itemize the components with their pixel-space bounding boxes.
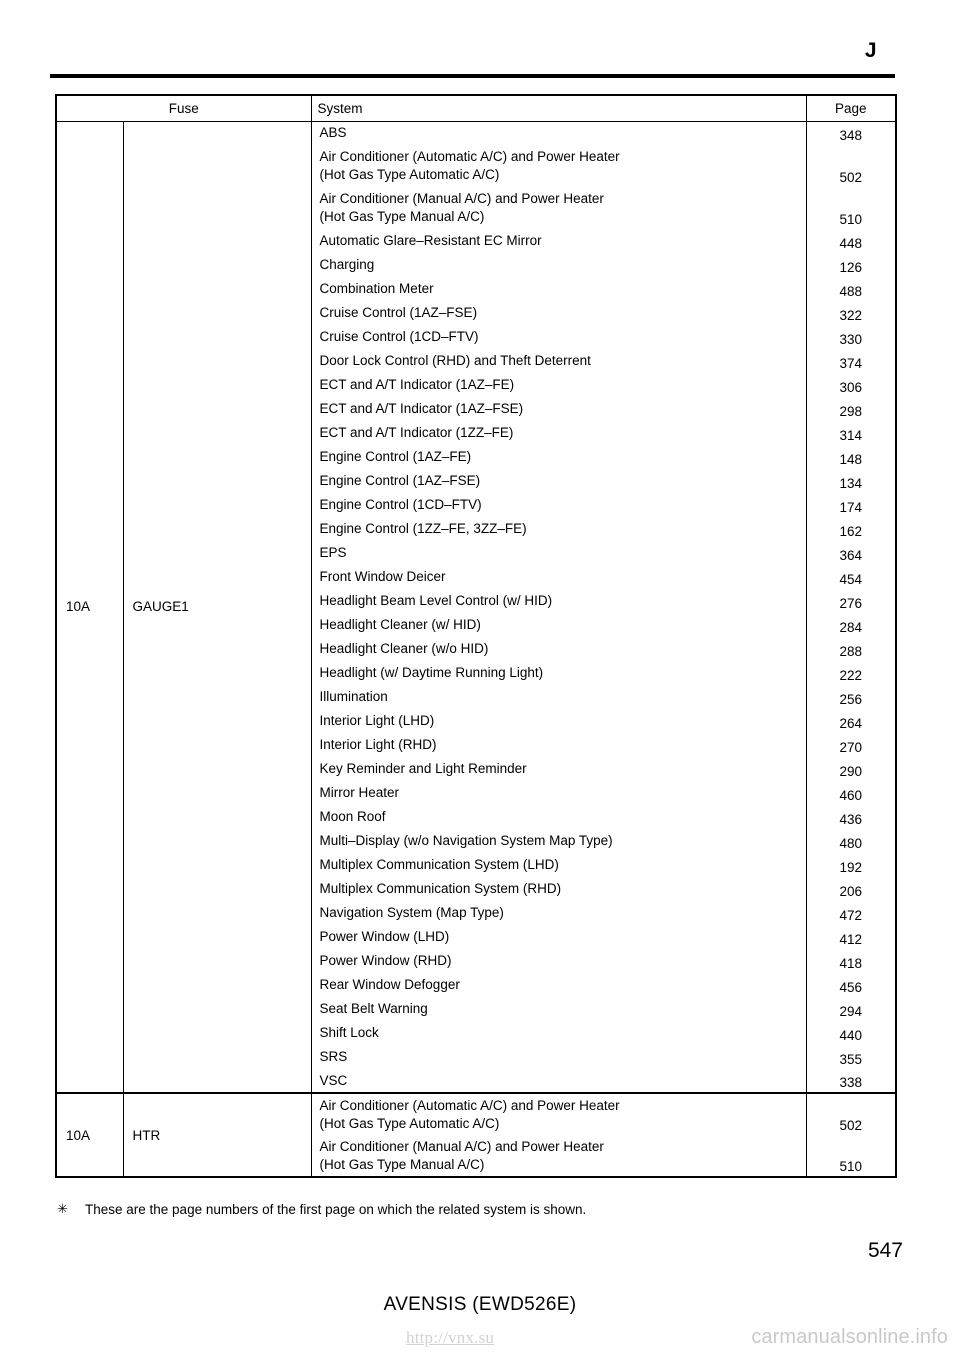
system-name-line-1: Interior Light (RHD) <box>319 737 437 753</box>
system-name-cell <box>311 1045 806 1069</box>
page-reference: 256 <box>806 685 896 709</box>
page-reference: 322 <box>806 301 896 325</box>
system-name-cell <box>311 325 806 349</box>
system-name-cell <box>311 1069 806 1093</box>
footnote-asterisk-icon: ✳ <box>57 1201 68 1216</box>
system-name-line-1: SRS <box>319 1049 348 1065</box>
system-name-line-1: Navigation System (Map Type) <box>319 905 504 921</box>
page-reference: 284 <box>806 613 896 637</box>
system-name-line-1: VSC <box>319 1072 348 1088</box>
page-reference: 276 <box>806 589 896 613</box>
system-name-line-1: Front Window Deicer <box>319 569 446 585</box>
system-name-line-2: (Hot Gas Type Automatic A/C) <box>319 167 500 182</box>
system-name-cell <box>311 925 806 949</box>
system-name-line-1: Multiplex Communication System (RHD) <box>319 881 562 897</box>
page-reference: 294 <box>806 997 896 1021</box>
system-name-cell <box>311 637 806 661</box>
system-name-cell <box>311 1093 806 1135</box>
system-name-cell <box>311 397 806 421</box>
system-name-cell <box>311 565 806 589</box>
column-header-system: System <box>311 95 806 121</box>
system-name-cell <box>311 493 806 517</box>
page-reference: 306 <box>806 373 896 397</box>
page-reference: 436 <box>806 805 896 829</box>
system-name-cell <box>311 877 806 901</box>
page-reference: 456 <box>806 973 896 997</box>
page-reference: 270 <box>806 733 896 757</box>
system-name-line-1: Mirror Heater <box>319 785 400 801</box>
page-reference: 174 <box>806 493 896 517</box>
system-name-line-2: (Hot Gas Type Automatic A/C) <box>319 1115 500 1131</box>
system-name-line-2: (Hot Gas Type Manual A/C) <box>319 209 485 224</box>
system-name-cell <box>311 805 806 829</box>
system-name-line-1: Automatic Glare–Resistant EC Mirror <box>319 233 542 249</box>
system-name-line-1: Door Lock Control (RHD) and Theft Deterrent <box>319 353 591 369</box>
fuse-amp-rating: 10A <box>56 121 123 1093</box>
footnote <box>57 1201 857 1219</box>
fuse-table-container <box>55 94 895 1178</box>
system-name-cell <box>311 349 806 373</box>
system-name-line-1: Engine Control (1ZZ–FE, 3ZZ–FE) <box>319 521 527 537</box>
system-name-cell <box>311 277 806 301</box>
system-name-line-1: Air Conditioner (Automatic A/C) and Power Heater <box>319 1097 620 1113</box>
system-name-cell <box>311 121 806 145</box>
system-name-line-1: Charging <box>319 257 375 273</box>
system-name-cell <box>311 229 806 253</box>
system-name-line-1: Air Conditioner (Manual A/C) and Power Heater <box>319 1138 604 1154</box>
page-reference: 314 <box>806 421 896 445</box>
page-reference: 338 <box>806 1069 896 1093</box>
system-name-cell <box>311 973 806 997</box>
system-name-cell <box>311 1135 806 1177</box>
system-name-line-1: Seat Belt Warning <box>319 1001 428 1017</box>
system-name-line-1: Cruise Control (1CD–FTV) <box>319 329 479 345</box>
fuse-system-table <box>55 94 897 1178</box>
table-row <box>56 121 896 145</box>
system-name-cell <box>311 373 806 397</box>
page-reference: 348 <box>806 121 896 145</box>
system-name-cell <box>311 997 806 1021</box>
system-name-cell <box>311 853 806 877</box>
page-reference: 290 <box>806 757 896 781</box>
system-name-cell <box>311 301 806 325</box>
system-name-line-1: ECT and A/T Indicator (1ZZ–FE) <box>319 425 514 441</box>
page-reference: 162 <box>806 517 896 541</box>
page-reference: 298 <box>806 397 896 421</box>
system-name-line-1: ABS <box>319 125 347 141</box>
system-name-line-1: EPS <box>319 545 347 561</box>
page-reference: 510 <box>806 187 896 229</box>
page-reference: 148 <box>806 445 896 469</box>
footnote-text: These are the page numbers of the first page on which the related system is shown. <box>85 1202 587 1217</box>
system-name-line-1: Power Window (LHD) <box>319 929 450 945</box>
system-name-cell <box>311 145 806 187</box>
system-name-cell <box>311 613 806 637</box>
page-reference: 374 <box>806 349 896 373</box>
page-reference: 454 <box>806 565 896 589</box>
system-name-cell <box>311 709 806 733</box>
page-number: 547 <box>867 1239 903 1262</box>
system-name-line-1: Headlight (w/ Daytime Running Light) <box>319 665 544 681</box>
watermark-vnx: http://vnx.su <box>406 1328 495 1347</box>
page-reference: 330 <box>806 325 896 349</box>
page-reference: 510 <box>806 1135 896 1177</box>
system-name-line-1: Combination Meter <box>319 281 434 297</box>
page-reference: 134 <box>806 469 896 493</box>
page-reference: 502 <box>806 1093 896 1135</box>
system-name-line-1: ECT and A/T Indicator (1AZ–FE) <box>319 377 515 393</box>
system-name-cell <box>311 469 806 493</box>
system-name-cell <box>311 829 806 853</box>
system-name-line-1: Power Window (RHD) <box>319 953 452 969</box>
system-name-cell <box>311 421 806 445</box>
system-name-cell <box>311 445 806 469</box>
page-reference: 206 <box>806 877 896 901</box>
system-name-cell <box>311 661 806 685</box>
header-rule <box>50 74 895 78</box>
page-reference: 460 <box>806 781 896 805</box>
page-reference: 222 <box>806 661 896 685</box>
system-name-line-1: Illumination <box>319 689 388 705</box>
system-name-line-2: (Hot Gas Type Manual A/C) <box>319 1156 485 1172</box>
page-reference: 480 <box>806 829 896 853</box>
watermark-carmanualsonline: carmanualsonline.info <box>751 1326 948 1348</box>
system-name-line-1: Rear Window Defogger <box>319 977 460 993</box>
system-name-cell <box>311 187 806 229</box>
system-name-line-1: Headlight Beam Level Control (w/ HID) <box>319 593 553 609</box>
system-name-line-1: Headlight Cleaner (w/o HID) <box>319 641 489 657</box>
system-name-cell <box>311 757 806 781</box>
system-name-cell <box>311 517 806 541</box>
system-name-cell <box>311 1021 806 1045</box>
system-name-line-1: Engine Control (1AZ–FE) <box>319 449 472 465</box>
fuse-amp-rating: 10A <box>56 1093 123 1177</box>
page-reference: 288 <box>806 637 896 661</box>
page-reference: 488 <box>806 277 896 301</box>
page-reference: 355 <box>806 1045 896 1069</box>
section-letter: J <box>864 39 877 62</box>
system-name-line-1: Air Conditioner (Automatic A/C) and Power Heater <box>319 149 620 165</box>
page-reference: 192 <box>806 853 896 877</box>
system-name-line-1: ECT and A/T Indicator (1AZ–FSE) <box>319 401 524 417</box>
page-reference: 264 <box>806 709 896 733</box>
page-reference: 364 <box>806 541 896 565</box>
page-header <box>50 40 895 82</box>
fuse-name: HTR <box>123 1093 311 1177</box>
system-name-line-1: Engine Control (1CD–FTV) <box>319 497 482 513</box>
system-name-cell <box>311 589 806 613</box>
system-name-line-1: Engine Control (1AZ–FSE) <box>319 473 481 489</box>
column-header-page: Page <box>806 95 896 121</box>
system-name-line-1: Shift Lock <box>319 1025 379 1041</box>
system-name-line-1: Air Conditioner (Manual A/C) and Power Heater <box>319 191 604 207</box>
column-header-fuse: Fuse <box>56 95 311 121</box>
system-name-cell <box>311 781 806 805</box>
system-name-line-1: Moon Roof <box>319 809 386 825</box>
page-reference: 472 <box>806 901 896 925</box>
page-reference: 440 <box>806 1021 896 1045</box>
page-reference: 418 <box>806 949 896 973</box>
system-name-cell <box>311 733 806 757</box>
table-row <box>56 1093 896 1135</box>
system-name-line-1: Interior Light (LHD) <box>319 713 435 729</box>
page-reference: 412 <box>806 925 896 949</box>
fuse-name: GAUGE1 <box>123 121 311 1093</box>
system-name-cell <box>311 949 806 973</box>
table-header-row <box>56 95 896 121</box>
model-designation: AVENSIS (EWD526E) <box>383 1294 577 1315</box>
system-name-line-1: Cruise Control (1AZ–FSE) <box>319 305 478 321</box>
page-reference: 502 <box>806 145 896 187</box>
system-name-cell <box>311 901 806 925</box>
page-reference: 126 <box>806 253 896 277</box>
system-name-cell <box>311 685 806 709</box>
page-reference: 448 <box>806 229 896 253</box>
system-name-line-1: Multiplex Communication System (LHD) <box>319 857 559 873</box>
table-body <box>56 121 896 1177</box>
system-name-cell <box>311 253 806 277</box>
system-name-line-1: Key Reminder and Light Reminder <box>319 761 527 777</box>
table-header <box>56 95 896 121</box>
system-name-cell <box>311 541 806 565</box>
system-name-line-1: Multi–Display (w/o Navigation System Map Type) <box>319 833 613 849</box>
system-name-line-1: Headlight Cleaner (w/ HID) <box>319 617 481 633</box>
